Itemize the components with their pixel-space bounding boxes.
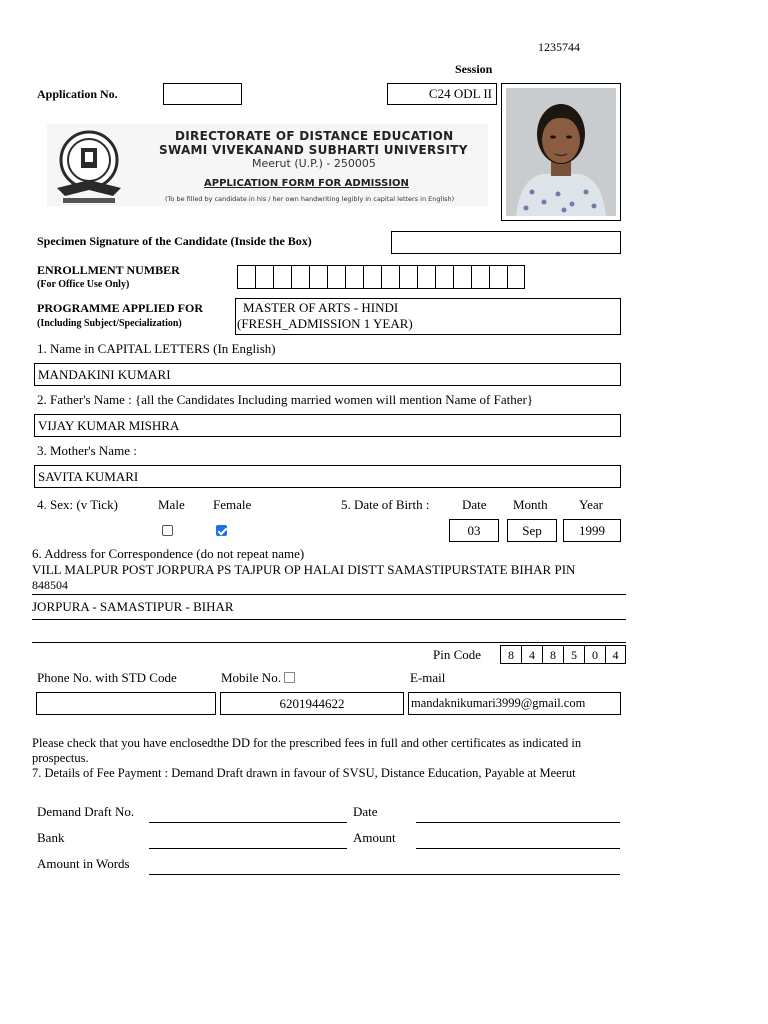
pin-digit: 4 — [605, 645, 626, 664]
amount-label: Amount — [353, 830, 396, 845]
name-value: MANDAKINI KUMARI — [38, 367, 171, 382]
banner-line-2: SWAMI VIVEKANAND SUBHARTI UNIVERSITY — [159, 143, 468, 157]
programme-sublabel: (Including Subject/Specialization) — [37, 318, 182, 329]
candidate-photo — [501, 83, 621, 221]
university-seal-icon — [51, 126, 129, 204]
enrollment-cells[interactable] — [237, 265, 525, 289]
mother-name-field[interactable] — [34, 465, 621, 488]
session-field[interactable]: C24 ODL II — [387, 83, 497, 105]
male-checkbox[interactable] — [162, 525, 173, 536]
address-line-1b: 848504 — [32, 578, 68, 592]
fee-note: Please check that you have enclosedthe DD for the prescribed fees in full and other certificates as indicated in prospectus. — [32, 736, 582, 765]
dd-no-field[interactable] — [149, 822, 347, 823]
mother-name-value: SAVITA KUMARI — [38, 469, 139, 484]
pin-digit: 8 — [500, 645, 521, 664]
dob-year-field[interactable]: 1999 — [563, 519, 621, 542]
dob-month-label: Month — [513, 497, 548, 512]
pin-code-label: Pin Code — [433, 647, 482, 662]
phone-field[interactable] — [36, 692, 216, 715]
dob-date-field[interactable]: 03 — [449, 519, 499, 542]
address-line-1-rule — [32, 594, 626, 595]
application-no-field[interactable] — [163, 83, 242, 105]
mother-name-label: 3. Mother's Name : — [37, 443, 137, 458]
dd-no-label: Demand Draft No. — [37, 804, 135, 819]
father-name-field[interactable] — [34, 414, 621, 437]
email-field[interactable]: mandaknikumari3999@gmail.com — [408, 692, 621, 715]
university-banner — [47, 124, 488, 206]
form-number: 1235744 — [538, 40, 580, 54]
bank-field[interactable] — [149, 848, 347, 849]
father-name-label: 2. Father's Name : {all the Candidates Including married women will mention Name of Father} — [37, 392, 534, 407]
dob-label: 5. Date of Birth : — [341, 497, 430, 512]
address-line-3-rule — [32, 642, 626, 643]
pin-digit: 4 — [521, 645, 542, 664]
female-label: Female — [213, 497, 252, 512]
enrollment-sublabel: (For Office Use Only) — [37, 279, 130, 290]
mobile-label — [221, 670, 295, 686]
amount-field[interactable] — [416, 848, 620, 849]
programme-label: PROGRAMME APPLIED FOR — [37, 301, 203, 315]
session-label: Session — [455, 62, 493, 76]
dob-month-field[interactable]: Sep — [507, 519, 557, 542]
address-line-1a: VILL MALPUR POST JORPURA PS TAJPUR OP HALAI DISTT SAMASTIPURSTATE BIHAR PIN — [32, 562, 576, 577]
email-label: E-mail — [410, 670, 446, 685]
dob-year-label: Year — [579, 497, 603, 512]
pin-code-cells[interactable] — [500, 645, 626, 664]
candidate-portrait-icon — [502, 84, 620, 220]
enrollment-label: ENROLLMENT NUMBER — [37, 263, 180, 277]
programme-line-2: (FRESH_ADMISSION 1 YEAR) — [237, 316, 413, 331]
programme-field[interactable] — [235, 298, 621, 335]
sex-label: 4. Sex: (v Tick) — [37, 497, 118, 512]
phone-label: Phone No. with STD Code — [37, 670, 177, 685]
application-no-label: Application No. — [37, 87, 118, 101]
male-label: Male — [158, 497, 185, 512]
signature-box[interactable] — [391, 231, 621, 254]
banner-line-4: APPLICATION FORM FOR ADMISSION — [204, 178, 409, 189]
signature-label: Specimen Signature of the Candidate (Inside the Box) — [37, 234, 312, 248]
mobile-label-text: Mobile No. — [221, 670, 281, 685]
mobile-field[interactable]: 6201944622 — [220, 692, 404, 715]
pin-digit: 5 — [563, 645, 584, 664]
dob-date-label: Date — [462, 497, 487, 512]
banner-line-5: (To be filled by candidate in his / her own handwriting legibly in capital letters in English) — [165, 195, 455, 203]
programme-line-1: MASTER OF ARTS - HINDI — [243, 300, 399, 315]
dd-date-label: Date — [353, 804, 378, 819]
female-checkbox[interactable] — [216, 525, 227, 536]
bank-label: Bank — [37, 830, 65, 845]
pin-digit: 0 — [584, 645, 605, 664]
amount-words-field[interactable] — [149, 874, 620, 875]
fee-details: 7. Details of Fee Payment : Demand Draft drawn in favour of SVSU, Distance Education, Payable at Meerut — [32, 766, 576, 780]
pin-digit: 8 — [542, 645, 563, 664]
name-label: 1. Name in CAPITAL LETTERS (In English) — [37, 341, 276, 356]
father-name-value: VIJAY KUMAR MISHRA — [38, 418, 180, 433]
banner-line-1: DIRECTORATE OF DISTANCE EDUCATION — [175, 129, 454, 143]
mobile-checkbox-icon — [284, 672, 295, 683]
name-field[interactable] — [34, 363, 621, 386]
amount-words-label: Amount in Words — [37, 856, 130, 871]
banner-line-3: Meerut (U.P.) - 250005 — [252, 157, 376, 170]
address-label: 6. Address for Correspondence (do not repeat name) — [32, 546, 305, 561]
address-line-2[interactable]: JORPURA - SAMASTIPUR - BIHAR — [32, 599, 234, 614]
address-line-2-rule — [32, 619, 626, 620]
dd-date-field[interactable] — [416, 822, 620, 823]
